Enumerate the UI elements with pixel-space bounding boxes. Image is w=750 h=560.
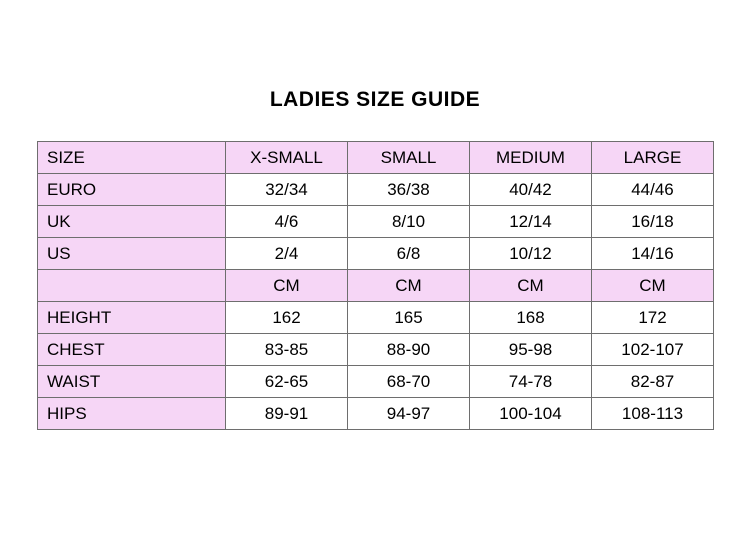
header-cell-size: SIZE (38, 142, 226, 174)
table-row (38, 174, 714, 206)
unit-cell: CM (592, 270, 714, 302)
table-cell: 162 (226, 302, 348, 334)
page-title: LADIES SIZE GUIDE (269, 88, 481, 111)
table-cell: 94-97 (348, 398, 470, 430)
row-label: US (38, 238, 226, 270)
row-label: WAIST (38, 366, 226, 398)
table-cell: 68-70 (348, 366, 470, 398)
table-unit-row (38, 270, 714, 302)
table-cell: 14/16 (592, 238, 714, 270)
table-cell: 16/18 (592, 206, 714, 238)
table-row (38, 398, 714, 430)
row-label: HEIGHT (38, 302, 226, 334)
table-cell: 83-85 (226, 334, 348, 366)
table-cell: 172 (592, 302, 714, 334)
unit-cell: CM (226, 270, 348, 302)
table-cell: 100-104 (470, 398, 592, 430)
header-cell-small: SMALL (348, 142, 470, 174)
unit-cell: CM (470, 270, 592, 302)
table-cell: 12/14 (470, 206, 592, 238)
header-cell-medium: MEDIUM (470, 142, 592, 174)
header-cell-large: LARGE (592, 142, 714, 174)
table-cell: 168 (470, 302, 592, 334)
size-guide-table (37, 141, 714, 430)
table-row (38, 334, 714, 366)
table-cell: 89-91 (226, 398, 348, 430)
table-cell: 82-87 (592, 366, 714, 398)
table-row (38, 302, 714, 334)
table-cell: 44/46 (592, 174, 714, 206)
table-cell: 8/10 (348, 206, 470, 238)
table-cell: 32/34 (226, 174, 348, 206)
table-row (38, 238, 714, 270)
table-row (38, 206, 714, 238)
table-cell: 95-98 (470, 334, 592, 366)
table-cell: 36/38 (348, 174, 470, 206)
table-cell: 108-113 (592, 398, 714, 430)
row-label: HIPS (38, 398, 226, 430)
row-label: EURO (38, 174, 226, 206)
table-cell: 74-78 (470, 366, 592, 398)
table-row (38, 366, 714, 398)
table-cell: 4/6 (226, 206, 348, 238)
table-cell: 2/4 (226, 238, 348, 270)
row-label: CHEST (38, 334, 226, 366)
row-label-empty (38, 270, 226, 302)
table-cell: 88-90 (348, 334, 470, 366)
table-cell: 6/8 (348, 238, 470, 270)
table-header-row (38, 142, 714, 174)
size-table-container (37, 141, 713, 430)
table-cell: 10/12 (470, 238, 592, 270)
table-cell: 102-107 (592, 334, 714, 366)
table-cell: 40/42 (470, 174, 592, 206)
unit-cell: CM (348, 270, 470, 302)
table-cell: 62-65 (226, 366, 348, 398)
row-label: UK (38, 206, 226, 238)
header-cell-x-small: X-SMALL (226, 142, 348, 174)
table-cell: 165 (348, 302, 470, 334)
